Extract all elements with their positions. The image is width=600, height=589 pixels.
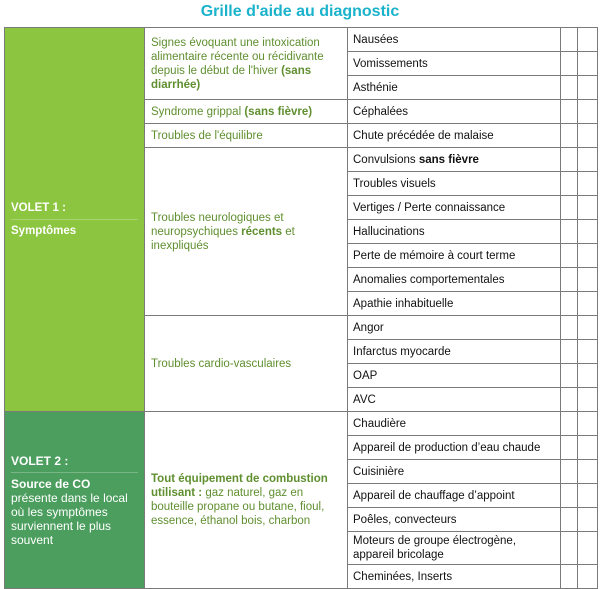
symptom-cell — [348, 220, 561, 244]
category-cell — [145, 100, 348, 124]
symptom-label: Vertiges / Perte connaissance — [353, 201, 506, 214]
check-cell[interactable] — [561, 76, 578, 100]
symptom-cell — [348, 316, 561, 340]
table-row — [5, 28, 598, 52]
table-row — [5, 412, 598, 436]
check-cell[interactable] — [561, 196, 578, 220]
symptom-label: Hallucinations — [353, 225, 425, 238]
check-cell[interactable] — [561, 508, 578, 532]
category-bold-text: (sans fièvre) — [244, 105, 313, 118]
symptom-label: Cheminées, Inserts — [353, 570, 453, 583]
diagnostic-grid — [4, 27, 598, 589]
symptom-label: Chaudière — [353, 417, 407, 430]
symptom-label: Appareil de chauffage d’appoint — [353, 489, 515, 502]
category-text: Troubles neurologiques et neuropsychiques — [151, 211, 284, 238]
category-text: Syndrome grippal — [151, 105, 242, 118]
symptom-cell — [348, 532, 561, 565]
check-cell[interactable] — [578, 508, 598, 532]
symptom-label: Céphalées — [353, 105, 408, 118]
symptom-label: Cuisinière — [353, 465, 405, 478]
symptom-cell — [348, 196, 561, 220]
check-cell[interactable] — [561, 565, 578, 589]
check-cell[interactable] — [561, 460, 578, 484]
page-title: Grille d'aide au diagnostic — [200, 3, 400, 20]
check-cell[interactable] — [561, 388, 578, 412]
symptom-cell — [348, 292, 561, 316]
symptom-cell — [348, 100, 561, 124]
symptom-label: Troubles visuels — [353, 177, 436, 190]
check-cell[interactable] — [561, 316, 578, 340]
symptom-cell — [348, 460, 561, 484]
check-cell[interactable] — [578, 388, 598, 412]
divider — [11, 472, 138, 473]
symptom-cell — [348, 412, 561, 436]
check-cell[interactable] — [561, 172, 578, 196]
volet-2-cell — [5, 412, 145, 589]
category-text: Troubles de l'équilibre — [151, 129, 263, 142]
symptom-label: Appareil de production d’eau chaude — [353, 441, 541, 454]
check-cell[interactable] — [578, 436, 598, 460]
check-cell[interactable] — [578, 100, 598, 124]
category-text: Signes évoquant une intoxication alimentaire récente ou récidivante depuis le début de l'hiver — [151, 36, 324, 77]
category-text: et inexpliqués — [151, 225, 295, 252]
symptom-cell — [348, 76, 561, 100]
symptom-label: Convulsions — [353, 153, 416, 166]
symptom-label: Chute précédée de malaise — [353, 129, 494, 142]
check-cell[interactable] — [561, 268, 578, 292]
volet-2-sublabel: présente dans le local où les symptômes surviennent le plus souvent — [11, 490, 128, 547]
category-cell — [145, 28, 348, 100]
check-cell[interactable] — [561, 532, 578, 565]
check-cell[interactable] — [578, 412, 598, 436]
symptom-label: Nausées — [353, 33, 399, 46]
symptom-label: Poêles, convecteurs — [353, 513, 457, 526]
check-cell[interactable] — [578, 340, 598, 364]
check-cell[interactable] — [561, 340, 578, 364]
check-cell[interactable] — [578, 316, 598, 340]
check-cell[interactable] — [561, 220, 578, 244]
check-cell[interactable] — [561, 436, 578, 460]
symptom-label: OAP — [353, 369, 378, 382]
check-cell[interactable] — [561, 124, 578, 148]
category-text: Troubles cardio-vasculaires — [151, 357, 292, 370]
check-cell[interactable] — [578, 220, 598, 244]
category-bold-text: Tout équipement de combustion utilisant : — [151, 473, 328, 499]
check-cell[interactable] — [578, 76, 598, 100]
divider — [11, 219, 138, 220]
symptom-label: Anomalies comportementales — [353, 273, 505, 286]
check-cell[interactable] — [561, 28, 578, 52]
category-cell — [145, 124, 348, 148]
check-cell[interactable] — [561, 52, 578, 76]
check-cell[interactable] — [578, 565, 598, 589]
volet-2-sublabel-bold: Source de CO — [11, 476, 91, 491]
check-cell[interactable] — [578, 364, 598, 388]
symptom-cell — [348, 508, 561, 532]
symptom-cell — [348, 388, 561, 412]
symptom-label: Moteurs de groupe électrogène, appareil bricolage — [353, 535, 517, 561]
check-cell[interactable] — [578, 28, 598, 52]
symptom-cell — [348, 484, 561, 508]
category-text: gaz naturel, gaz en bouteille propane ou butane, fioul, essence, éthanol bois, charbon — [151, 487, 325, 527]
category-cell — [145, 148, 348, 316]
category-bold-text: récents — [241, 225, 283, 238]
category-cell — [145, 412, 348, 589]
check-cell[interactable] — [561, 412, 578, 436]
symptom-cell — [348, 565, 561, 589]
symptom-label: Infarctus myocarde — [353, 345, 451, 358]
symptom-cell — [348, 124, 561, 148]
volet-2-label: VOLET 2 : — [11, 453, 69, 468]
category-bold-text: (sans diarrhée) — [151, 64, 312, 91]
symptom-cell — [348, 364, 561, 388]
check-cell[interactable] — [578, 52, 598, 76]
check-cell[interactable] — [561, 100, 578, 124]
symptom-cell — [348, 268, 561, 292]
check-cell[interactable] — [578, 172, 598, 196]
check-cell[interactable] — [561, 364, 578, 388]
symptom-cell — [348, 148, 561, 172]
symptom-label: Perte de mémoire à court terme — [353, 249, 516, 262]
symptom-label: Angor — [353, 321, 384, 334]
check-cell[interactable] — [578, 484, 598, 508]
symptom-cell — [348, 340, 561, 364]
check-cell[interactable] — [578, 148, 598, 172]
symptom-cell — [348, 436, 561, 460]
symptom-cell — [348, 172, 561, 196]
check-cell[interactable] — [578, 532, 598, 565]
symptom-cell — [348, 52, 561, 76]
check-cell[interactable] — [578, 292, 598, 316]
symptom-cell — [348, 244, 561, 268]
symptom-cell — [348, 28, 561, 52]
volet-1-sublabel: Symptômes — [11, 225, 77, 237]
symptom-label: AVC — [353, 393, 376, 406]
check-cell[interactable] — [578, 460, 598, 484]
check-cell[interactable] — [578, 268, 598, 292]
check-cell[interactable] — [561, 244, 578, 268]
symptom-bold-label: sans fièvre — [418, 153, 479, 166]
check-cell[interactable] — [578, 244, 598, 268]
check-cell[interactable] — [561, 148, 578, 172]
category-cell — [145, 316, 348, 412]
check-cell[interactable] — [561, 292, 578, 316]
symptom-label: Vomissements — [353, 57, 428, 70]
check-cell[interactable] — [578, 124, 598, 148]
volet-1-label: VOLET 1 : — [11, 202, 66, 214]
volet-1-cell — [5, 28, 145, 412]
symptom-label: Apathie inhabituelle — [353, 297, 454, 310]
check-cell[interactable] — [561, 484, 578, 508]
check-cell[interactable] — [578, 196, 598, 220]
symptom-label: Asthénie — [353, 81, 398, 94]
